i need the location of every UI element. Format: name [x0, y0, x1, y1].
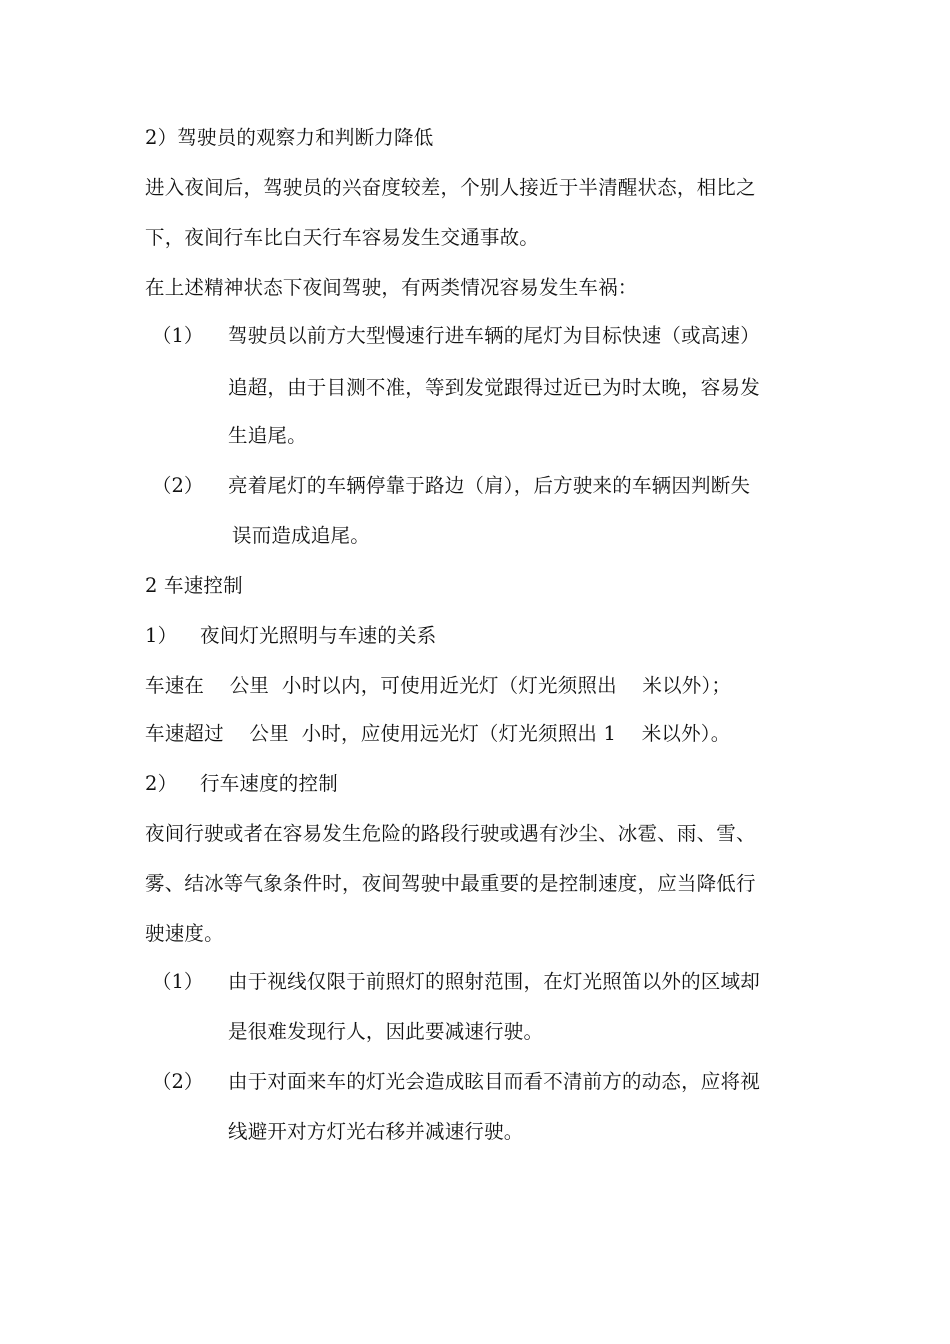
subheading-observation: 2）驾驶员的观察力和判断力降低 — [145, 126, 434, 149]
list-marker: （1） — [152, 970, 204, 993]
paragraph-line: 进入夜间后，驾驶员的兴奋度较差，个别人接近于半清醒状态，相比之 — [145, 176, 756, 199]
subsection-marker: 2） — [145, 772, 178, 795]
speed-rule-line: 车速在 公里 小时以内，可使用近光灯（灯光须照出 米以外）； — [145, 674, 732, 697]
list-item-line: 由于对面来车的灯光会造成眩目而看不清前方的动态，应将视 — [228, 1070, 760, 1093]
subsection-title: 夜间灯光照明与车速的关系 — [200, 624, 437, 647]
speed-rule-line: 车速超过 公里 小时，应使用远光灯（灯光须照出 1 米以外）。 — [145, 722, 731, 745]
list-item-line: 生追尾。 — [228, 424, 307, 447]
list-item-line: 亮着尾灯的车辆停靠于路边（肩），后方驶来的车辆因判断失 — [228, 474, 751, 497]
subsection-title: 行车速度的控制 — [200, 772, 338, 795]
list-item-line: 追超，由于目测不准，等到发觉跟得过近已为时太晚，容易发 — [228, 376, 760, 399]
list-item-line: 由于视线仅限于前照灯的照射范围，在灯光照笛以外的区域却 — [228, 970, 760, 993]
paragraph-line: 下，夜间行车比白天行车容易发生交通事故。 — [145, 226, 540, 249]
list-marker: （2） — [152, 1070, 204, 1093]
list-item-line: 是很难发现行人，因此要减速行驶。 — [228, 1020, 544, 1043]
list-item-line: 误而造成追尾。 — [232, 524, 370, 547]
paragraph-line: 驶速度。 — [145, 922, 224, 945]
list-item-line: 驾驶员以前方大型慢速行进车辆的尾灯为目标快速（或高速） — [228, 324, 760, 347]
list-marker: （2） — [152, 474, 204, 497]
subsection-marker: 1） — [145, 624, 178, 647]
paragraph-line: 夜间行驶或者在容易发生危险的路段行驶或遇有沙尘、冰雹、雨、雪、 — [145, 822, 756, 845]
paragraph-line: 在上述精神状态下夜间驾驶，有两类情况容易发生车祸： — [145, 276, 638, 299]
list-marker: （1） — [152, 324, 204, 347]
paragraph-line: 雾、结冰等气象条件时，夜间驾驶中最重要的是控制速度，应当降低行 — [145, 872, 756, 895]
list-item-line: 线避开对方灯光右移并减速行驶。 — [228, 1120, 524, 1143]
section-heading: 2 车速控制 — [145, 574, 243, 597]
